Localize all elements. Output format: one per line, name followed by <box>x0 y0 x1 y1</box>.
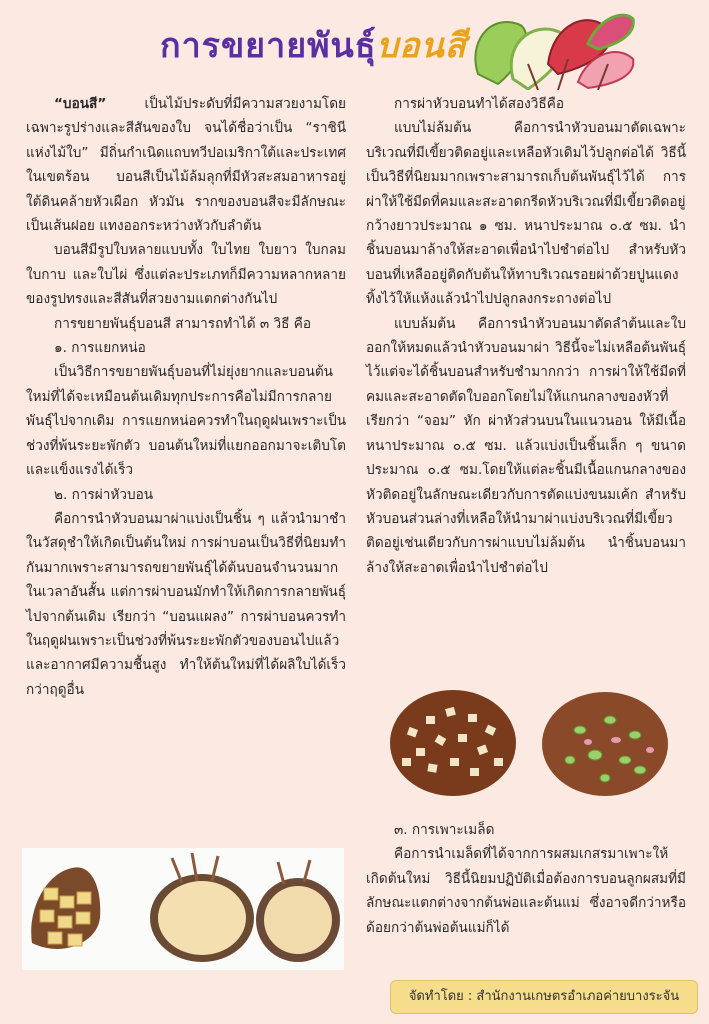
seedlings-photo <box>540 690 670 798</box>
title-main: การขยายพันธุ์ <box>160 26 377 66</box>
split-tuber-photo <box>22 848 344 970</box>
caladium-leaves-image <box>458 4 638 90</box>
left-column <box>26 92 346 702</box>
right-column-lower <box>366 818 686 940</box>
right-column <box>366 92 686 580</box>
paragraph-no-fell: แบบไม่ล้มต้น คือการนำหัวบอนมาตัดเฉพาะบริเวณที่มีเขี้ยวติดอยู่และเหลือหัวเดิมไว้ปลูกต่อได้ วิธีนี้เป็นวิธีที่นิยมมากเพราะสามารถเก็บต้นพันธุ์ไว้ได้ การผ่าให้ใช้มีดที่คมและสะอาดกรีดหัวบริเวณที่มีเขี้ยวติดอยู่กว้างยาวประมาณ ๑ ซม. หนาประมาณ ๐.๕ ซม. นำชิ้นบอนมาล้างให้สะอาดเพื่อนำไปชำต่อไป สำหรับหัวบอนที่เหลืออยู่ติดกับต้นให้ทาบริเวณรอยผ่าด้วยปูนแดง ทิ้งไว้ให้แห้งแล้วนำไปปลูกลงกระถางต่อไป <box>366 120 686 308</box>
title-highlight: บอนสี <box>376 26 467 66</box>
credit-box: จัดทำโดย : สำนักงานเกษตรอำเภอค่ายบางระจัน <box>390 980 698 1014</box>
cut-tuber-pieces-photo <box>388 688 518 798</box>
paragraph-intro <box>26 92 346 238</box>
paragraph-method-3: คือการนำเมล็ดที่ได้จากการผสมเกสรมาเพาะให้เกิดต้นใหม่ วิธีนี้นิยมปฏิบัติเมื่อต้องการบอนลูกผสมที่มีลักษณะแตกต่างจากต้นพ่อและต้นแม่ ซึ่งอาจดีกว่าหรือด้อยกว่าต้นพ่อต้นแม่ก็ได้ <box>366 846 686 936</box>
paragraph-leaf-types: บอนสีมีรูปใบหลายแบบทั้ง ใบไทย ใบยาว ใบกลม ใบกาบ และใบไผ่ ซึ่งแต่ละประเภทก็มีความหลากหลายของรูปทรงและสีสันที่สวยงามแตกต่างกันไป <box>26 242 346 308</box>
heading-method-2: ๒. การผ่าหัวบอน <box>54 486 154 503</box>
paragraph-method-1: เป็นวิธีการขยายพันธุ์บอนที่ไม่ยุ่งยากและบอนต้นใหม่ที่ได้จะเหมือนต้นเดิมทุกประการคือไม่มีการกลายพันธุ์ไปจากเดิม การแยกหน่อควรทำในฤดูฝนเพราะเป็นช่วงที่พ้นระยะพักตัว บอนต้นใหม่ที่แยกออกมาจะเติบโตและแข็งแรงได้เร็ว <box>26 364 346 479</box>
paragraph-fell: แบบล้มต้น คือการนำหัวบอนมาตัดลำต้นและใบออกให้หมดแล้วนำหัวบอนมาผ่า วิธีนี้จะไม่เหลือต้นพันธุ์ไว้แต่จะได้ชิ้นบอนสำหรับชำมากกว่า การผ่าให้ใช้มีดที่คมและสะอาดตัดใบออกโดยไม่ให้แกนกลางของหัวที่เรียกว่า “จอม” หัก ผ่าหัวส่วนบนในแนวนอน ให้มีเนื้อหนาประมาณ ๐.๕ ซม. แล้วแบ่งเป็นชิ้นเล็ก ๆ ขนาดประมาณ ๐.๕ ซม.โดยให้แต่ละชิ้นมีเนื้อแกนกลางของหัวติดอยู่ในลักษณะเดียวกับการตัดแบ่งขนมเค้ก สำหรับหัวบอนส่วนล่างที่เหลือให้นำมาผ่าแบ่งบริเวณที่มีเขี้ยวติดอยู่เช่นเดียวกับการผ่าแบบไม่ล้มต้น นำชิ้นบอนมาล้างให้สะอาดเพื่อนำไปชำต่อไป <box>366 315 686 576</box>
paragraph-two-ways: การผ่าหัวบอนทำได้สองวิธีคือ <box>394 96 564 112</box>
heading-method-1: ๑. การแยกหน่อ <box>54 340 146 357</box>
paragraph-methods: การขยายพันธุ์บอนสี สามารถทำได้ ๓ วิธี คือ <box>54 315 312 332</box>
paragraph-method-2: คือการนำหัวบอนมาผ่าแบ่งเป็นชิ้น ๆ แล้วนำมาชำในวัสดุชำให้เกิดเป็นต้นใหม่ การผ่าบอนเป็นวิธีที่นิยมทำกันมากเพราะสามารถขยายพันธุ์ได้ต้นบอนจำนวนมากในเวลาอันสั้น แต่การผ่าบอนมักทำให้เกิดการกลายพันธุ์ไปจากต้นเดิม เรียกว่า “บอนแผลง” การผ่าบอนควรทำในฤดูฝนเพราะเป็นช่วงที่พ้นระยะพักตัวของบอนไปแล้วและอากาศมีความชื้นสูง ทำให้ต้นใหม่ที่ได้ผลิใบได้เร็วกว่าฤดูอื่น <box>26 510 346 698</box>
heading-method-3: ๓. การเพาะเมล็ด <box>394 822 495 838</box>
intro-text: เป็นไม้ประดับที่มีความสวยงามโดยเฉพาะรูปร่างและสีสันของใบ จนได้ชื่อว่าเป็น “ราชินีแห่งไม้ใบ” มีถิ่นกำเนิดแถบทวีปอเมริกาใต้และประเทศในเขตร้อน บอนสีเป็นไม้ล้มลุกที่มีหัวสะสมอาหารอยู่ใต้ดินคล้ายหัวเผือก หัวมัน รากของบอนสีจะมีลักษณะเป็นเส้นฝอย แทงออกระหว่างหัวกับลำต้น <box>26 96 346 235</box>
page-title <box>160 18 467 72</box>
intro-lead: “บอนสี” <box>54 96 107 112</box>
